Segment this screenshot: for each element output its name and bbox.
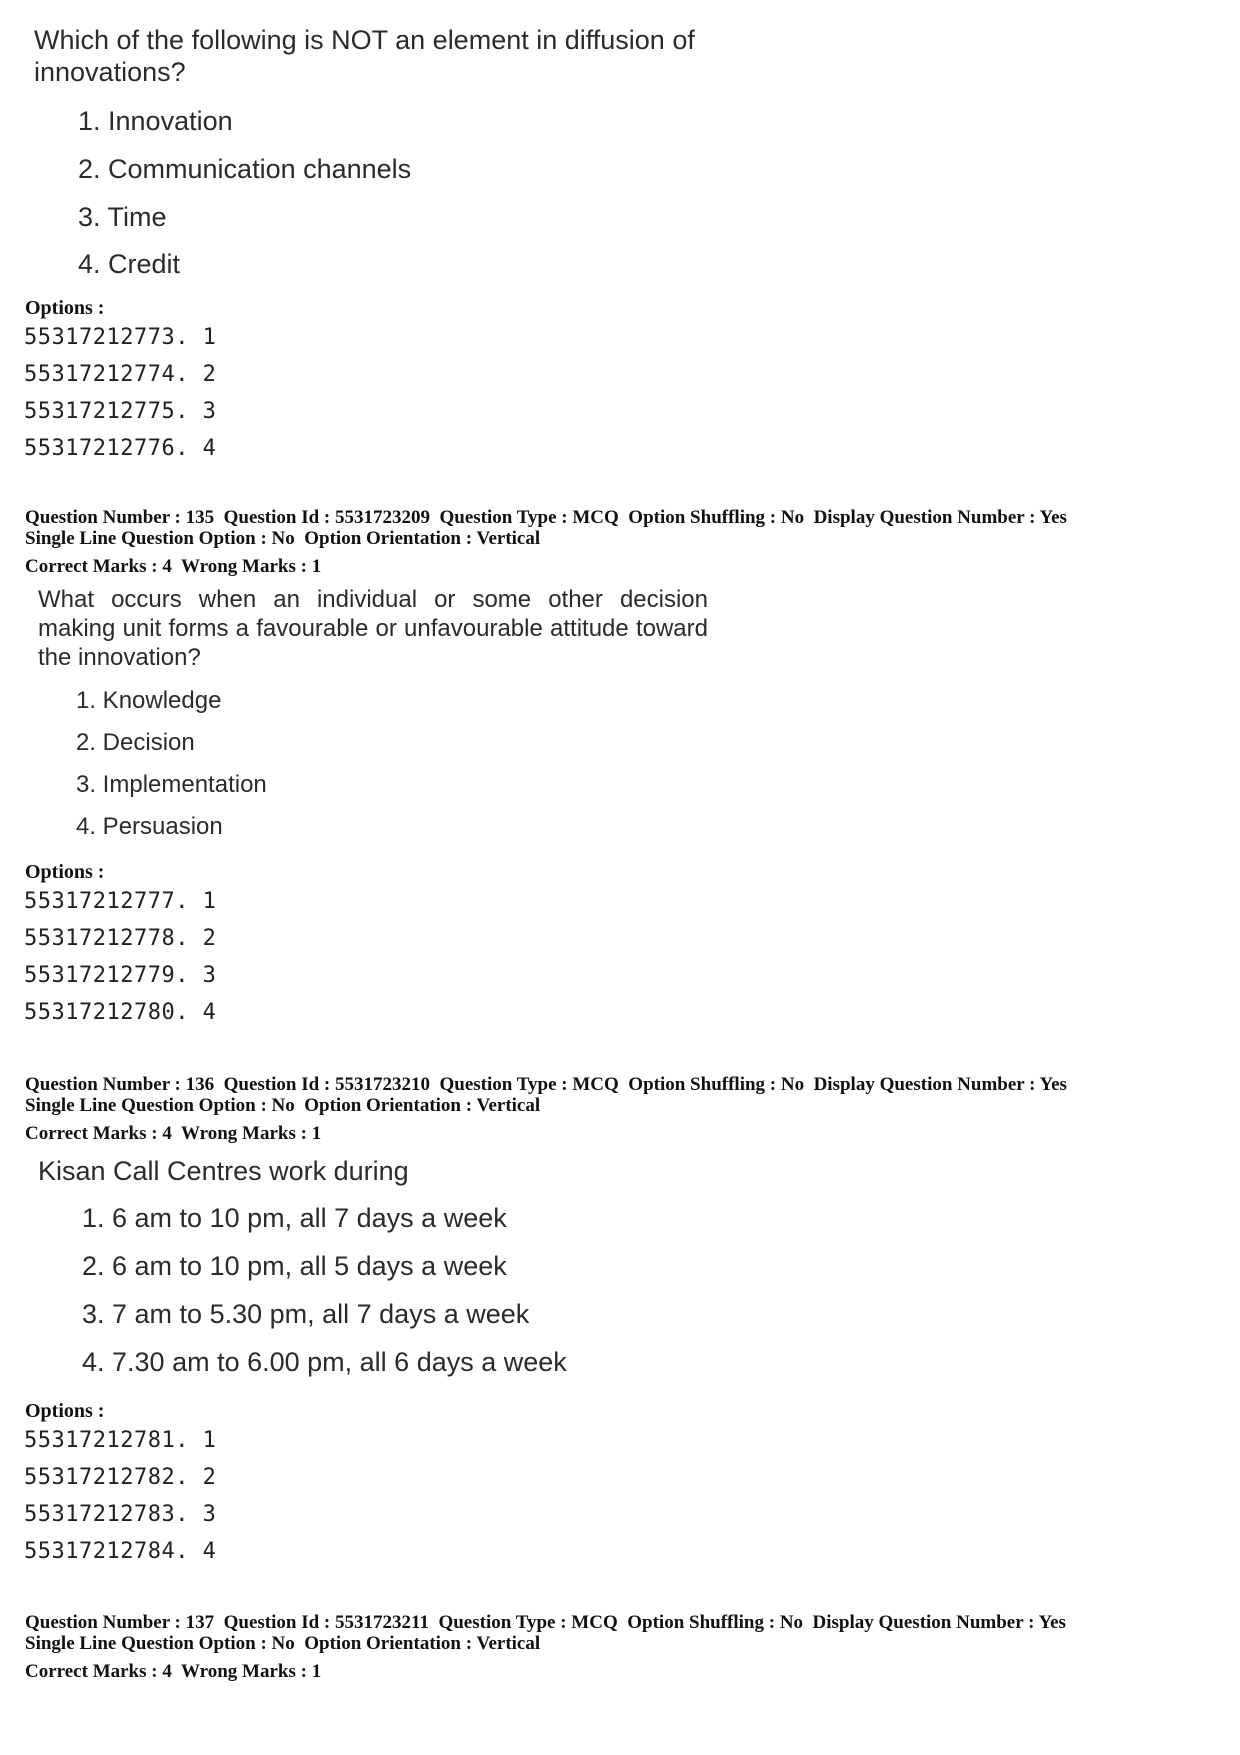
option-code-2: 55317212778. 2 — [24, 926, 217, 951]
option-code-4: 55317212776. 4 — [24, 436, 217, 461]
options-label: Options : — [25, 1400, 105, 1422]
question-option-4: 4. 7.30 am to 6.00 pm, all 6 days a week — [82, 1347, 567, 1377]
question-option-3: 3. Time — [78, 202, 167, 232]
question-option-1: 1. Knowledge — [76, 687, 222, 714]
question-option-2: 2. Communication channels — [78, 154, 412, 184]
question-option-3: 3. Implementation — [76, 771, 267, 798]
options-label: Options : — [25, 297, 105, 319]
question-option-4: 4. Persuasion — [76, 813, 223, 840]
marks-line: Correct Marks : 4 Wrong Marks : 1 — [25, 1123, 322, 1144]
options-label: Options : — [25, 861, 105, 883]
option-code-3: 55317212779. 3 — [24, 963, 217, 988]
question-meta-line: Question Number : 137 Question Id : 5531723211 Question Type : MCQ Option Shuffling : No Display Question Number : Yes — [25, 1612, 1066, 1633]
option-code-4: 55317212784. 4 — [24, 1539, 217, 1564]
question-text: Kisan Call Centres work during — [38, 1156, 409, 1186]
option-code-2: 55317212774. 2 — [24, 362, 217, 387]
question-image-134 — [34, 24, 794, 279]
question-option-2: 2. Decision — [76, 729, 195, 756]
option-code-2: 55317212782. 2 — [24, 1465, 217, 1490]
option-code-3: 55317212783. 3 — [24, 1502, 217, 1527]
question-meta-line: Single Line Question Option : No Option Orientation : Vertical — [25, 528, 541, 549]
question-image-136 — [38, 1155, 738, 1377]
marks-line: Correct Marks : 4 Wrong Marks : 1 — [25, 1661, 322, 1682]
option-code-4: 55317212780. 4 — [24, 1000, 217, 1025]
question-meta-line: Question Number : 135 Question Id : 5531723209 Question Type : MCQ Option Shuffling : No Display Question Number : Yes — [25, 507, 1067, 528]
question-option-1: 1. 6 am to 10 pm, all 7 days a week — [82, 1203, 507, 1233]
question-text: What occurs when an individual or some other decision making unit forms a favourable or unfavourable attitude toward the innovation? — [38, 586, 708, 671]
option-code-1: 55317212777. 1 — [24, 889, 217, 914]
question-meta-line: Single Line Question Option : No Option Orientation : Vertical — [25, 1633, 541, 1654]
option-code-1: 55317212781. 1 — [24, 1428, 217, 1453]
question-option-4: 4. Credit — [78, 249, 181, 279]
question-image-135 — [38, 585, 708, 840]
option-code-1: 55317212773. 1 — [24, 325, 217, 350]
question-option-2: 2. 6 am to 10 pm, all 5 days a week — [82, 1251, 507, 1281]
question-meta-line: Single Line Question Option : No Option Orientation : Vertical — [25, 1095, 541, 1116]
question-option-1: 1. Innovation — [78, 106, 233, 136]
question-text: Which of the following is NOT an element in diffusion of innovations? — [34, 25, 695, 87]
option-code-3: 55317212775. 3 — [24, 399, 217, 424]
question-meta-line: Question Number : 136 Question Id : 5531723210 Question Type : MCQ Option Shuffling : No Display Question Number : Yes — [25, 1074, 1067, 1095]
marks-line: Correct Marks : 4 Wrong Marks : 1 — [25, 556, 322, 577]
question-option-3: 3. 7 am to 5.30 pm, all 7 days a week — [82, 1299, 530, 1329]
